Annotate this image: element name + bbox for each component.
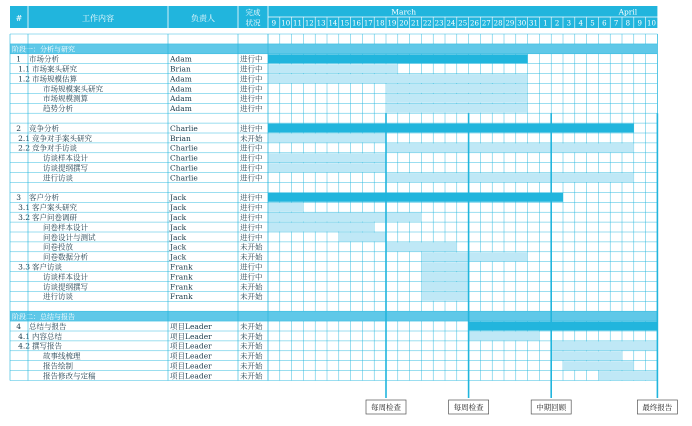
task-row (43, 351, 622, 361)
gantt-bar-summary (268, 193, 563, 202)
task-number: 2.2 (18, 143, 30, 153)
phase-label: 阶段一：分析与研究 (12, 45, 75, 54)
task-owner: Charlie (170, 143, 198, 153)
task-owner: Charlie (170, 123, 198, 133)
task-status: 进行中 (240, 64, 263, 74)
task-name: 市场规模估算 (32, 74, 77, 84)
task-name: 客户分析 (29, 193, 59, 203)
day-label-6: 15 (340, 19, 350, 28)
phase-label: 阶段二：总结与报告 (12, 313, 75, 321)
task-status: 进行中 (240, 193, 263, 203)
header-status-line1: 完成 (245, 8, 261, 17)
day-label-13: 22 (422, 19, 432, 28)
task-owner: Brian (170, 64, 191, 74)
gantt-bar (386, 173, 634, 182)
task-row (16, 54, 527, 64)
gantt-bar (469, 332, 540, 341)
task-row (43, 252, 528, 262)
gantt-bar (268, 163, 386, 172)
task-status: 未开始 (240, 351, 263, 361)
gantt-bar (421, 282, 468, 291)
day-label-11: 20 (399, 19, 409, 28)
day-label-15: 24 (446, 19, 456, 28)
task-number: 1.1 (18, 64, 30, 74)
task-row (43, 163, 386, 173)
task-number: 4.1 (18, 331, 30, 341)
task-number: 1.2 (18, 74, 30, 84)
header-status-line2: 状况 (245, 18, 261, 28)
task-status: 进行中 (240, 123, 263, 133)
gantt-bar-summary (469, 322, 658, 331)
day-label-25: 3 (566, 19, 572, 28)
task-row (16, 123, 634, 133)
gantt-bar (339, 233, 386, 242)
day-label-21: 30 (517, 19, 527, 28)
task-owner: Adam (170, 104, 192, 114)
task-row (43, 242, 457, 252)
day-label-2: 11 (293, 19, 302, 28)
task-row (18, 341, 657, 351)
task-status: 进行中 (240, 203, 263, 213)
day-label-22: 31 (529, 19, 538, 28)
task-row (43, 222, 374, 232)
task-owner: 项目Leader (170, 361, 212, 371)
task-status: 进行中 (240, 84, 263, 94)
day-label-30: 8 (625, 19, 631, 28)
phase-row (10, 311, 657, 321)
task-owner: Charlie (170, 153, 198, 163)
day-label-17: 26 (470, 19, 479, 28)
task-owner: 项目Leader (170, 371, 212, 381)
gantt-bar (421, 262, 468, 271)
task-name: 市场规模测算 (43, 94, 88, 104)
task-row (16, 321, 657, 331)
gantt-bar (598, 371, 657, 380)
day-label-10: 19 (387, 19, 397, 28)
task-name: 客户访谈 (32, 262, 62, 272)
phase-band (10, 311, 657, 321)
task-owner: Jack (170, 193, 187, 203)
phase-band (10, 44, 657, 54)
day-label-0: 9 (271, 19, 277, 28)
day-label-26: 4 (578, 19, 583, 28)
task-number: 3 (16, 193, 21, 203)
task-status: 进行中 (240, 272, 263, 282)
task-owner: Charlie (170, 163, 198, 173)
task-owner: Frank (170, 262, 193, 272)
gantt-bar (268, 213, 421, 222)
milestone-label: 每周检查 (371, 403, 401, 412)
gantt-bar (551, 341, 657, 350)
task-number: 2.1 (18, 133, 30, 143)
gantt-bar (268, 134, 386, 143)
task-owner: Frank (170, 282, 193, 292)
task-status: 未开始 (240, 252, 263, 262)
task-row (43, 172, 634, 182)
day-label-27: 5 (590, 19, 595, 28)
task-status: 未开始 (240, 341, 263, 351)
task-status: 进行中 (240, 94, 263, 104)
task-row (43, 93, 528, 103)
task-owner: Jack (170, 242, 187, 252)
task-row (16, 192, 563, 202)
task-number: 1 (16, 54, 21, 64)
gantt-bar-summary (268, 54, 528, 63)
task-name: 客户案头研究 (32, 203, 77, 213)
task-status: 进行中 (240, 213, 263, 222)
task-status: 进行中 (240, 163, 263, 173)
task-number: 3.1 (18, 203, 30, 213)
task-row (43, 103, 528, 113)
table-body (10, 34, 657, 381)
task-name: 进行访谈 (43, 173, 73, 183)
task-owner: 项目Leader (170, 331, 212, 341)
task-row (43, 370, 657, 380)
gantt-bar-summary (268, 124, 634, 133)
day-label-20: 29 (505, 19, 515, 28)
header-num: # (15, 14, 23, 23)
task-status: 未开始 (240, 242, 263, 252)
task-status: 进行中 (240, 54, 263, 64)
task-row (18, 143, 634, 153)
task-status: 未开始 (240, 292, 263, 302)
day-label-12: 21 (411, 19, 420, 28)
phase-row (10, 44, 657, 54)
day-label-31: 9 (637, 19, 642, 28)
gantt-bar (421, 292, 468, 301)
gantt-bar (268, 203, 303, 212)
day-label-16: 25 (458, 19, 468, 28)
task-owner: Jack (170, 232, 187, 242)
task-name: 问卷数据分析 (43, 252, 88, 262)
day-label-32: 10 (647, 19, 656, 28)
task-row (18, 212, 421, 222)
task-owner: Adam (170, 84, 192, 94)
task-status: 未开始 (240, 282, 263, 292)
day-label-28: 6 (602, 19, 607, 28)
day-label-23: 1 (543, 19, 548, 28)
day-label-1: 10 (281, 19, 291, 28)
task-owner: Charlie (170, 173, 198, 183)
task-name: 内容总结 (32, 331, 62, 341)
gantt-bar (563, 361, 634, 370)
task-name: 访谈提纲撰写 (43, 163, 88, 173)
task-row (18, 202, 303, 212)
task-row (18, 262, 469, 272)
header-task: 工作内容 (82, 14, 114, 23)
task-name: 问卷投放 (43, 242, 73, 252)
day-label-14: 23 (434, 19, 444, 28)
task-row (43, 232, 386, 242)
task-owner: Jack (170, 222, 187, 232)
day-label-18: 27 (481, 19, 491, 28)
task-status: 进行中 (240, 222, 263, 232)
task-name: 问卷样本设计 (43, 222, 88, 232)
day-label-7: 16 (352, 19, 361, 28)
task-row (43, 291, 469, 301)
task-row (43, 153, 386, 163)
task-owner: Jack (170, 252, 187, 262)
task-number: 4 (16, 321, 21, 331)
task-name: 撰写报告 (32, 341, 62, 351)
day-label-29: 7 (613, 19, 619, 28)
gantt-bar (386, 242, 457, 251)
gantt-bar (386, 84, 528, 93)
task-owner: Jack (170, 213, 187, 222)
task-number: 2 (16, 123, 21, 133)
task-row (43, 361, 634, 371)
task-status: 未开始 (240, 371, 263, 381)
task-owner: Adam (170, 54, 192, 64)
day-label-3: 12 (304, 19, 314, 28)
day-label-4: 13 (316, 19, 326, 28)
task-name: 访谈样本设计 (43, 153, 88, 163)
milestone-label: 每周检查 (453, 403, 484, 412)
day-label-9: 18 (375, 19, 385, 28)
task-name: 报告绘制 (43, 361, 73, 371)
gantt-bar (421, 272, 468, 281)
table-header (10, 6, 692, 28)
task-number: 4.2 (18, 341, 30, 351)
task-name: 客户问卷调研 (32, 213, 77, 222)
task-owner: Brian (170, 133, 191, 143)
task-status: 进行中 (240, 143, 263, 153)
task-name: 问卷设计与测试 (43, 232, 96, 242)
day-label-8: 17 (363, 19, 373, 28)
task-name: 进行访谈 (43, 292, 73, 302)
task-owner: Jack (170, 203, 187, 213)
gantt-bar (386, 104, 528, 113)
task-name: 趋势分析 (43, 104, 73, 114)
gantt-bar (386, 143, 634, 152)
task-name: 故事线梳理 (43, 351, 81, 361)
task-row (43, 271, 469, 281)
task-name: 竞争对手案头研究 (32, 133, 92, 143)
task-row (18, 331, 539, 341)
task-status: 进行中 (240, 262, 263, 272)
task-row (43, 281, 469, 291)
task-status: 进行中 (240, 74, 263, 84)
task-owner: 项目Leader (170, 321, 212, 331)
task-owner: Frank (170, 272, 193, 282)
gantt-bar (551, 351, 622, 360)
task-row (43, 83, 528, 93)
task-status: 进行中 (240, 104, 263, 114)
month-label-april: April (618, 7, 638, 17)
task-name: 市场规模案头研究 (43, 84, 103, 94)
milestone-label: 中期回顾 (536, 403, 567, 412)
task-name: 访谈样本设计 (43, 272, 88, 282)
task-owner: 项目Leader (170, 351, 212, 361)
gantt-bar (268, 223, 374, 232)
task-name: 报告修改与定稿 (43, 371, 96, 381)
task-row (18, 73, 528, 83)
task-status: 未开始 (240, 321, 263, 331)
task-status: 进行中 (240, 153, 263, 163)
gantt-bar (421, 252, 527, 261)
task-owner: Adam (170, 74, 192, 84)
month-label-march: March (391, 7, 417, 17)
header-owner: 负责人 (191, 14, 215, 23)
task-number: 3.3 (18, 262, 30, 272)
task-name: 总结与报告 (29, 321, 67, 331)
gantt-bar (386, 94, 528, 103)
task-status: 进行中 (240, 173, 263, 183)
task-owner: Adam (170, 94, 192, 104)
day-label-5: 14 (328, 19, 338, 28)
task-owner: 项目Leader (170, 341, 212, 351)
task-number: 3.2 (18, 213, 30, 222)
task-name: 竞争分析 (29, 123, 59, 133)
milestone-label: 最终报告 (642, 403, 673, 412)
task-name: 访谈提纲撰写 (43, 282, 88, 292)
task-status: 进行中 (240, 232, 263, 242)
gantt-bar (268, 64, 398, 73)
task-name: 市场分析 (29, 54, 59, 64)
task-name: 市场案头研究 (32, 64, 77, 74)
task-name: 竞争对手访谈 (32, 143, 77, 153)
task-status: 未开始 (240, 133, 263, 143)
gantt-bar (268, 153, 386, 162)
task-owner: Frank (170, 292, 193, 302)
gantt-bar (268, 74, 528, 83)
task-row (18, 133, 386, 143)
task-row (18, 64, 398, 74)
task-status: 未开始 (240, 361, 263, 371)
task-status: 未开始 (240, 331, 263, 341)
day-label-24: 2 (554, 19, 560, 28)
day-label-19: 28 (493, 19, 503, 28)
